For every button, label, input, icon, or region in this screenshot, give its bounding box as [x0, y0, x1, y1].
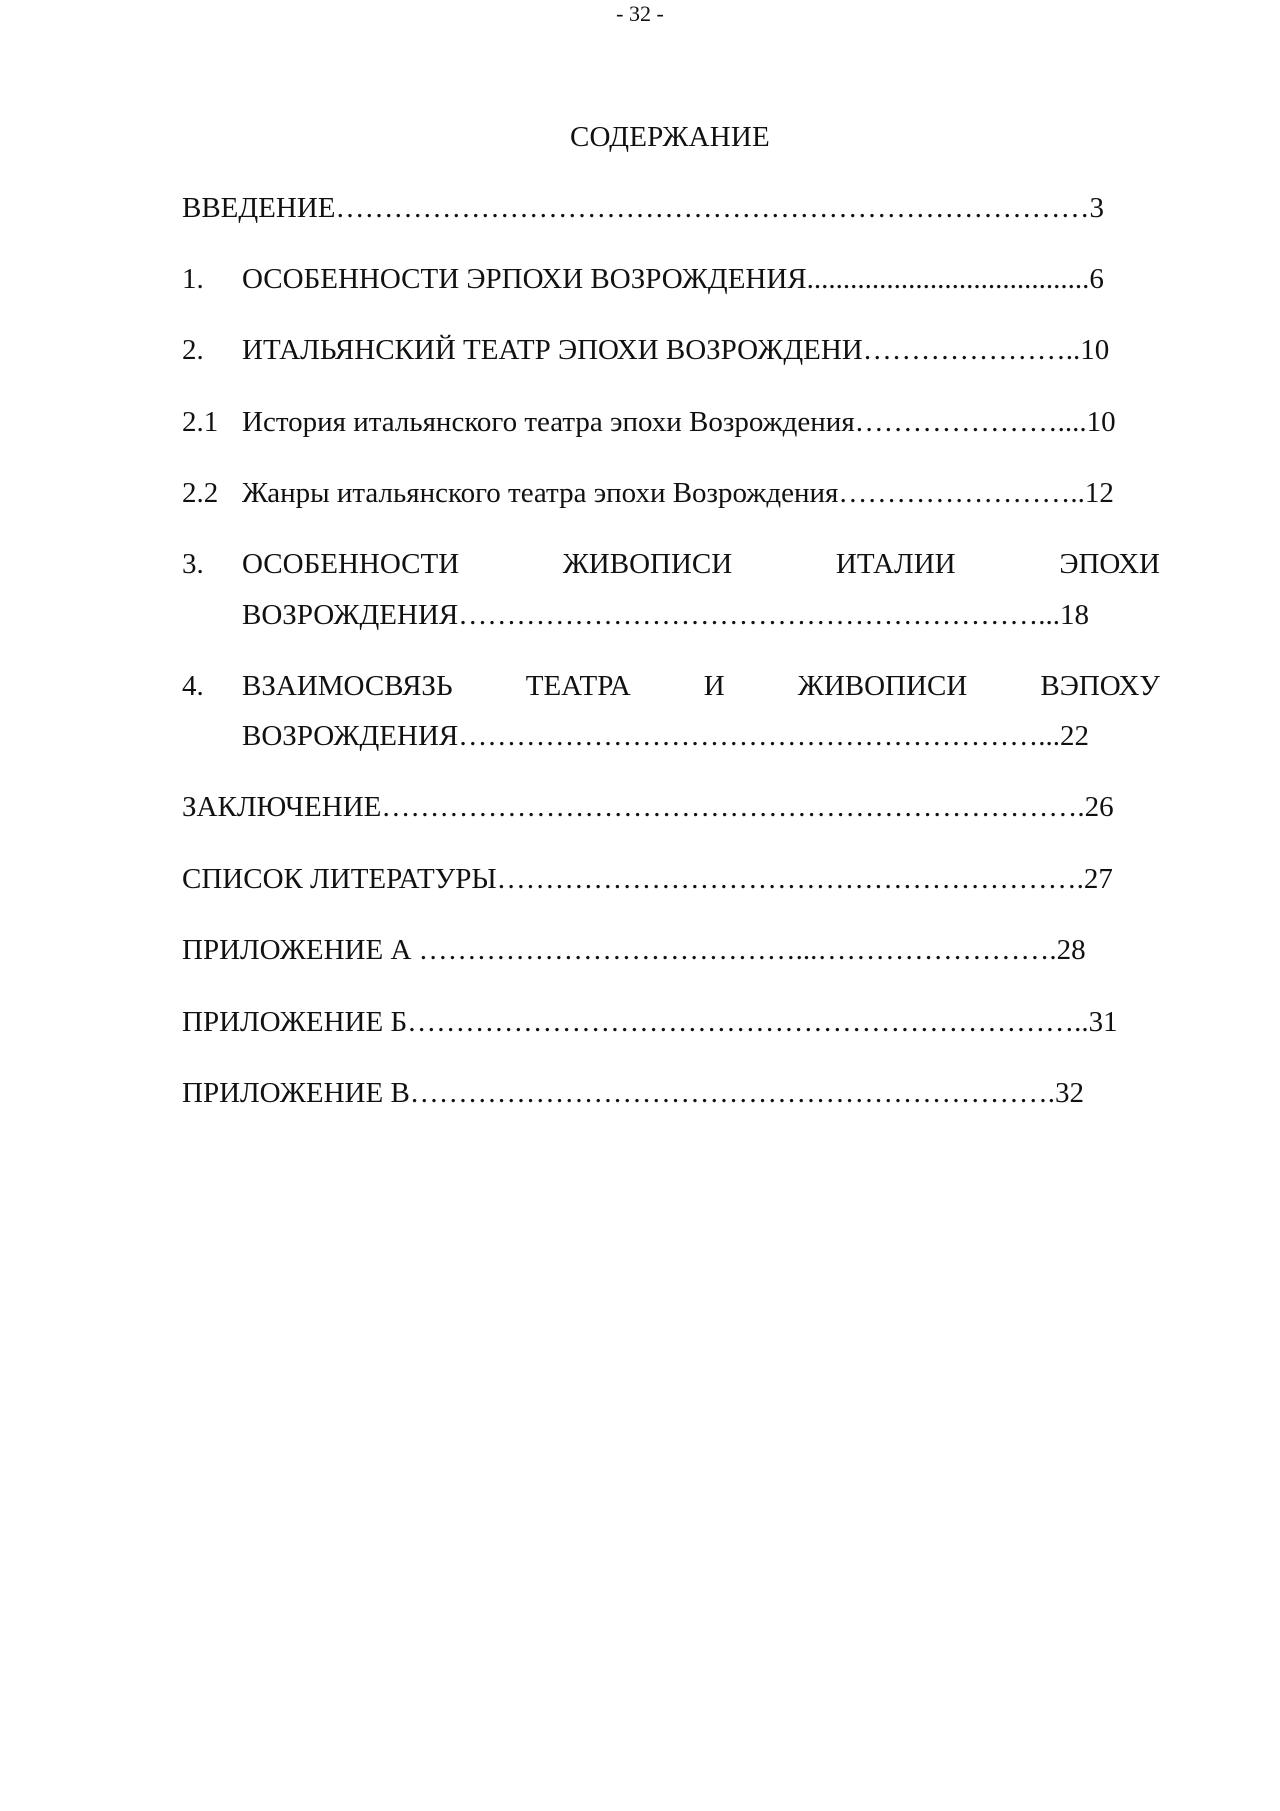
toc-entry-4-line1 — [242, 668, 1160, 704]
toc-title: СОДЕРЖАНИЕ — [570, 121, 770, 153]
toc-entry-2 — [182, 332, 1109, 368]
toc-entry-text: История итальянского театра эпохи Возрождения…………………....10 — [242, 406, 1116, 438]
toc-entry-appendix-v: ПРИЛОЖЕНИЕ В………………………………………………………….32 — [182, 1077, 1085, 1109]
toc-word: ВЗАИМОСВЯЗЬ — [242, 670, 453, 702]
toc-word: ИТАЛИИ — [835, 548, 956, 580]
toc-entry-references: СПИСОК ЛИТЕРАТУРЫ…………………………………………………….27 — [182, 863, 1113, 895]
toc-entry-text: Жанры итальянского театра эпохи Возрождения……………………..12 — [242, 477, 1114, 509]
toc-word: ОСОБЕННОСТИ — [242, 548, 460, 580]
toc-entry-2-1 — [182, 404, 1116, 440]
toc-entry-number: 2. — [182, 334, 204, 366]
toc-entry-3-number: 3. — [182, 548, 204, 580]
toc-entry-appendix-b: ПРИЛОЖЕНИЕ Б……………………………………………………………..31 — [182, 1006, 1118, 1038]
toc-entry-4-line2: ВОЗРОЖДЕНИЯ……………………………………………………...22 — [242, 720, 1089, 752]
toc-entry-conclusion: ЗАКЛЮЧЕНИЕ……………………………………………………………….26 — [182, 791, 1114, 823]
toc-word: ВЭПОХУ — [1040, 670, 1160, 702]
toc-entry-4-number: 4. — [182, 670, 204, 702]
toc-entry-text: ОСОБЕННОСТИ ЭРПОХИ ВОЗРОЖДЕНИЯ.......................................6 — [242, 263, 1104, 295]
toc-entry-1 — [182, 261, 1104, 297]
toc-entry-number: 2.1 — [182, 406, 219, 438]
toc-word: И — [703, 670, 725, 702]
page-number: - 32 - — [616, 1, 664, 26]
toc-word: ТЕАТРА — [525, 670, 631, 702]
toc-entry-number: 2.2 — [182, 477, 219, 509]
toc-entry-text: ИТАЛЬЯНСКИЙ ТЕАТР ЭПОХИ ВОЗРОЖДЕНИ…………………..10 — [242, 334, 1110, 366]
toc-word: ЭПОХИ — [1059, 548, 1160, 580]
toc-entry-appendix-a: ПРИЛОЖЕНИЕ А …………………………………...…………………….28 — [182, 934, 1086, 966]
toc-entry-3-line2: ВОЗРОЖДЕНИЯ……………………………………………………...18 — [242, 599, 1089, 631]
toc-entry-3-line1 — [242, 546, 1160, 582]
toc-entry-number: 1. — [182, 263, 204, 295]
toc-word: ЖИВОПИСИ — [562, 548, 733, 580]
toc-word: ЖИВОПИСИ — [797, 670, 968, 702]
toc-entry-introduction: ВВЕДЕНИЕ……………………………………………………………………3 — [182, 192, 1104, 224]
toc-entry-2-2 — [182, 475, 1114, 511]
